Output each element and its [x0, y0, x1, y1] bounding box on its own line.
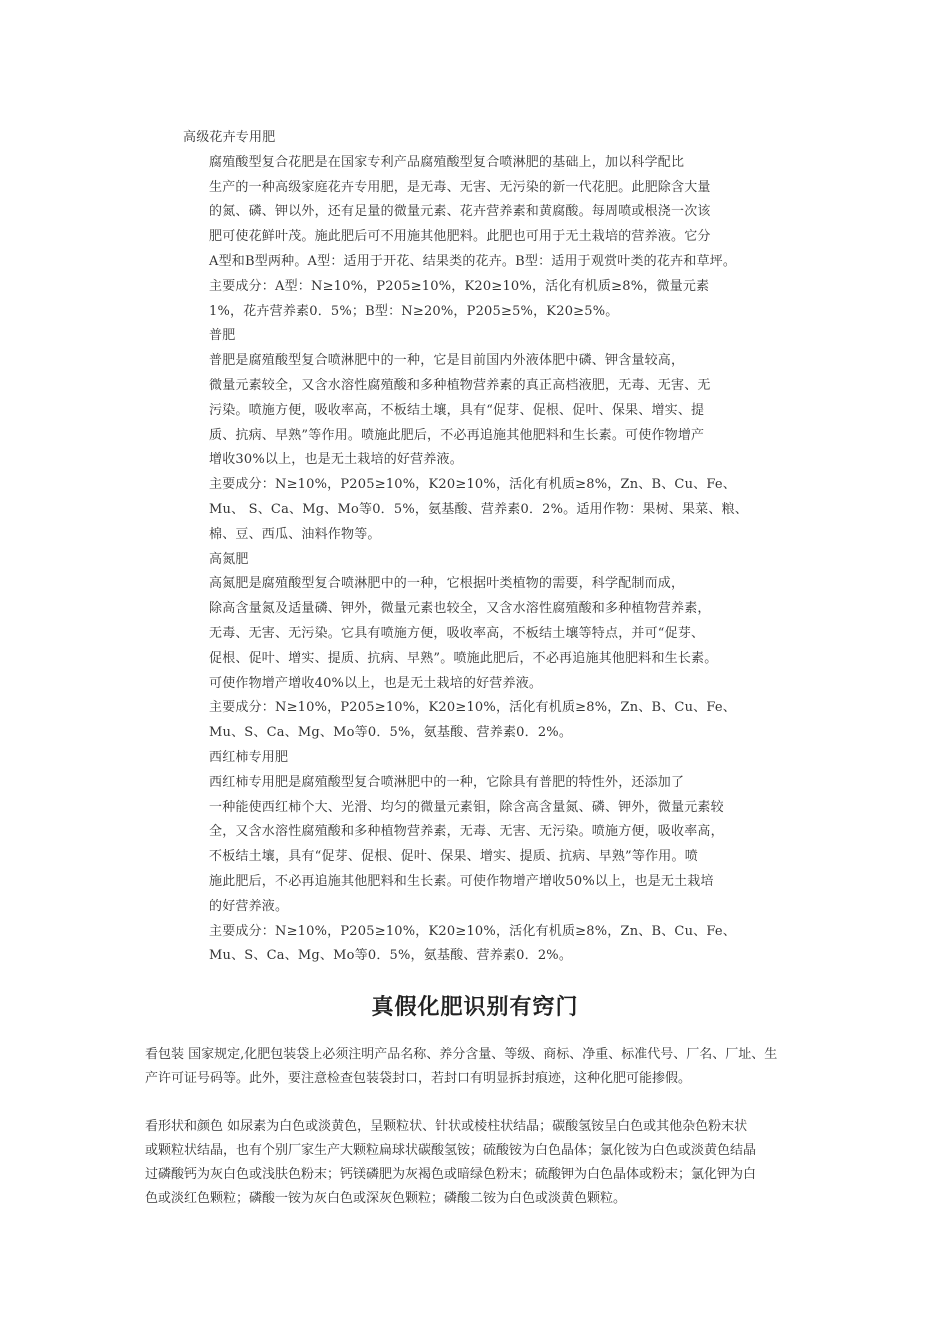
body-line: 无毒、无害、无污染。它具有喷施方便，吸收率高，不板结土壤等特点，并可“促芽、 — [209, 625, 705, 641]
paragraph-line: 产许可证号码等。此外，要注意检查包装袋封口，若封口有明显拆封痕迹，这种化肥可能掺假。 — [145, 1071, 692, 1086]
body-line: 一种能使西红柿个大、光滑、均匀的微量元素钼，除含高含量氮、磷、钾外，微量元素较 — [209, 799, 724, 815]
section-title-line: 高级花卉专用肥 — [183, 130, 276, 145]
shape-color-paragraph — [145, 1115, 813, 1211]
body-line: 微量元素较全，又含水溶性腐殖酸和多种植物营养素的真正高档液肥，无毒、无害、无 — [209, 377, 711, 393]
body-line: Mu、S、Ca、Mg、Mo等0．5%，氨基酸、营养素0．2%。 — [209, 725, 573, 741]
paragraph-line: 过磷酸钙为灰白色或浅肤色粉末；钙镁磷肥为灰褐色或暗绿色粉末；硫酸钾为白色晶体或粉末；氯化钾为白 — [145, 1167, 757, 1182]
body-line: A型和B型两种。A型：适用于开花、结果类的花卉。B型：适用于观赏叶类的花卉和草坪。 — [209, 253, 737, 269]
body-line: 肥可使花鲜叶茂。施此肥后可不用施其他肥料。此肥也可用于无土栽培的营养液。它分 — [209, 229, 711, 245]
body-line: 高氮肥是腐殖酸型复合喷淋肥中的一种，它根据叶类植物的需要，科学配制而成， — [209, 576, 685, 592]
paragraph-line: 看形状和颜色 如尿素为白色或淡黄色，呈颗粒状、针状或棱柱状结晶；碳酸氢铵呈白色或其他杂色粉末状 — [145, 1119, 748, 1134]
body-line: 不板结土壤，具有“促芽、促根、促叶、保果、增实、提质、抗病、早熟”等作用。喷 — [209, 849, 698, 865]
body-line: 生产的一种高级家庭花卉专用肥，是无毒、无害、无污染的新一代花肥。此肥除含大量 — [209, 179, 711, 195]
body-line: 施此肥后，不必再追施其他肥料和生长素。可使作物增产增收50%以上，也是无土栽培 — [209, 873, 714, 889]
body-line: 主要成分：N≥10%，P205≥10%，K20≥10%，活化有机质≥8%，Zn、B、Cu、Fe、 — [209, 700, 736, 716]
fertilizer-product-section — [183, 126, 783, 969]
body-line: 全，又含水溶性腐殖酸和多种植物营养素，无毒、无害、无污染。喷施方便，吸收率高， — [209, 824, 724, 840]
body-line: 主要成分：A型：N≥10%，P205≥10%，K20≥10%，活化有机质≥8%，微量元素 — [209, 278, 710, 294]
paragraph-line: 或颗粒状结晶，也有个别厂家生产大颗粒扁球状碳酸氢铵；硫酸铵为白色晶体；氯化铵为白色或淡黄色结晶 — [145, 1143, 757, 1158]
subheading-line: 普肥 — [209, 328, 236, 344]
body-line: 的好营养液。 — [209, 898, 289, 914]
body-line: 增收30%以上，也是无土栽培的好营养液。 — [209, 452, 463, 468]
body-line: 除高含量氮及适量磷、钾外，微量元素也较全，又含水溶性腐殖酸和多种植物营养素， — [209, 601, 711, 617]
body-line: 的氮、磷、钾以外，还有足量的微量元素、花卉营养素和黄腐酸。每周喷或根浇一次该 — [209, 204, 711, 220]
subheading-line: 高氮肥 — [209, 551, 249, 567]
packaging-paragraph — [145, 1043, 813, 1091]
body-line: Mu、S、Ca、Mg、Mo等0．5%，氨基酸、营养素0．2%。 — [209, 948, 573, 964]
body-line: 促根、促叶、增实、提质、抗病、早熟”。喷施此肥后，不必再追施其他肥料和生长素。 — [209, 650, 718, 666]
body-line: Mu、 S、Ca、Mg、Mo等0．5%，氨基酸、营养素0．2%。适用作物：果树、果菜、粮、 — [209, 501, 748, 517]
article-heading: 真假化肥识别有窍门 — [371, 995, 579, 1020]
body-line: 质、抗病、早熟”等作用。喷施此肥后，不必再追施其他肥料和生长素。可使作物增产 — [209, 427, 705, 443]
subheading-line: 西红柿专用肥 — [209, 749, 289, 765]
body-line: 棉、豆、西瓜、油料作物等。 — [209, 526, 381, 542]
body-line: 腐殖酸型复合花肥是在国家专利产品腐殖酸型复合喷淋肥的基础上，加以科学配比 — [209, 154, 685, 170]
body-line: 污染。喷施方便，吸收率高，不板结土壤，具有“促芽、促根、促叶、保果、增实、提 — [209, 402, 705, 418]
body-line: 主要成分：N≥10%，P205≥10%，K20≥10%，活化有机质≥8%，Zn、B、Cu、Fe、 — [209, 923, 736, 939]
body-line: 1%，花卉营养素0．5%；B型：N≥20%，P205≥5%，K20≥5%。 — [209, 303, 619, 319]
body-line: 主要成分：N≥10%，P205≥10%，K20≥10%，活化有机质≥8%，Zn、B、Cu、Fe、 — [209, 477, 736, 493]
body-line: 西红柿专用肥是腐殖酸型复合喷淋肥中的一种，它除具有普肥的特性外，还添加了 — [209, 774, 685, 790]
body-line: 普肥是腐殖酸型复合喷淋肥中的一种，它是目前国内外液体肥中磷、钾含量较高， — [209, 353, 685, 369]
paragraph-line: 看包装 国家规定,化肥包装袋上必须注明产品名称、养分含量、等级、商标、净重、标准代号、厂名、厂址、生 — [145, 1047, 778, 1062]
body-line: 可使作物增产增收40%以上，也是无土栽培的好营养液。 — [209, 675, 543, 691]
paragraph-line: 色或淡红色颗粒；磷酸一铵为灰白色或深灰色颗粒；磷酸二铵为白色或淡黄色颗粒。 — [145, 1191, 627, 1206]
